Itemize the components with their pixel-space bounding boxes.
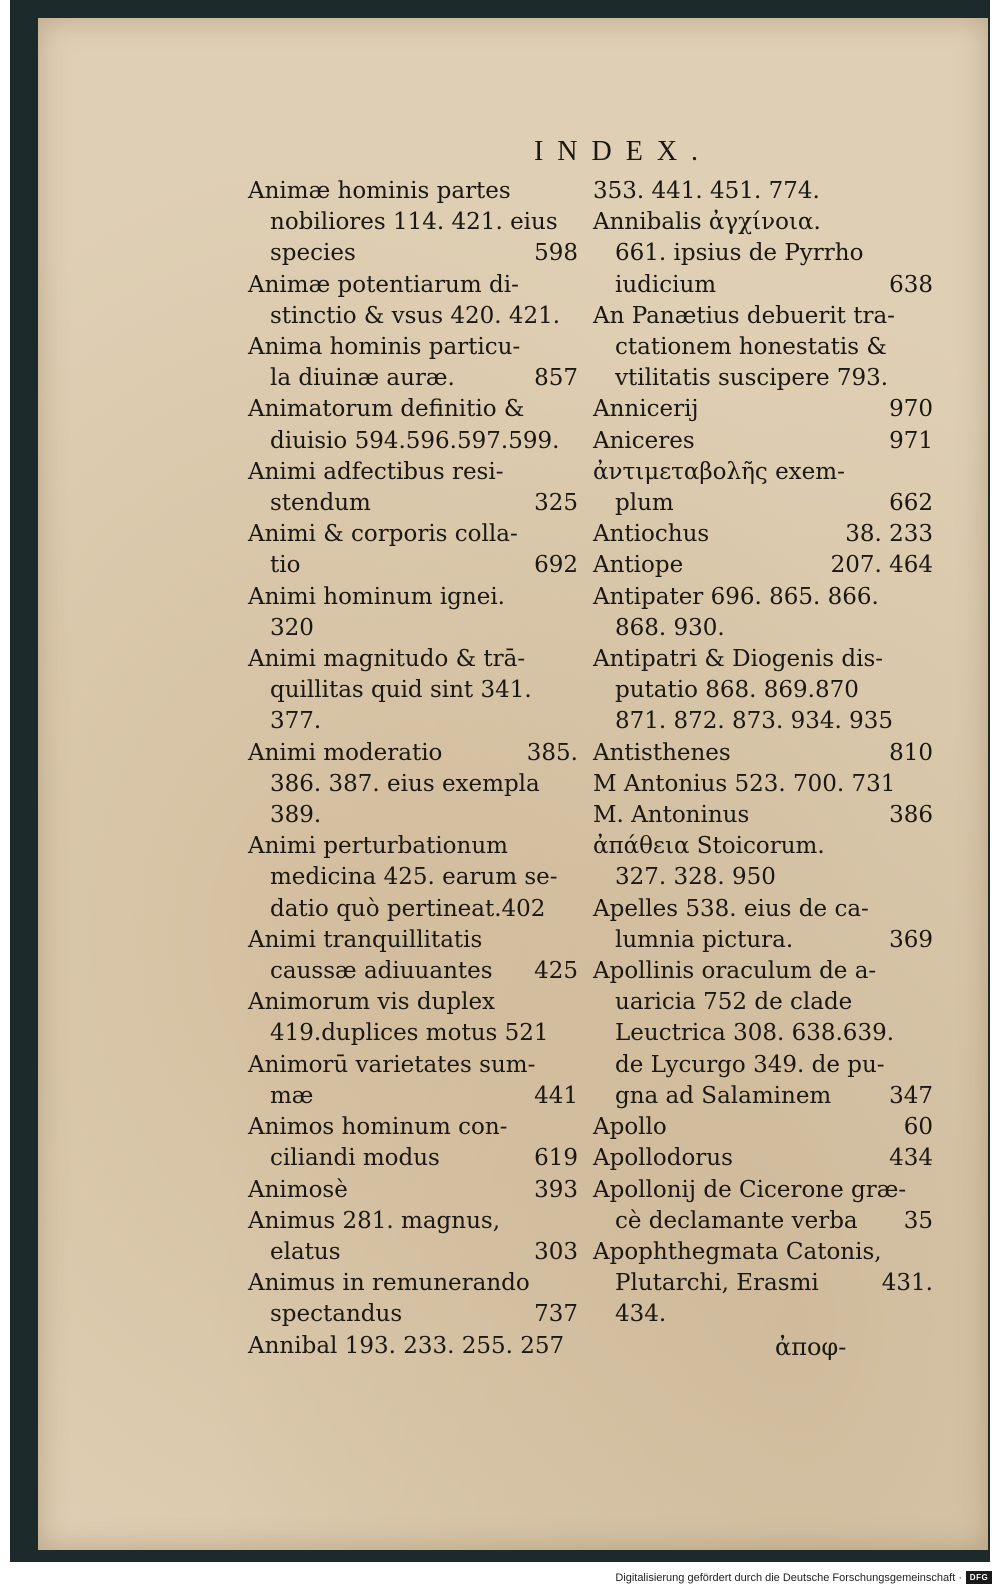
index-line	[593, 519, 933, 550]
index-line	[593, 925, 933, 956]
index-line	[593, 644, 933, 675]
index-entry	[593, 1143, 933, 1174]
index-line	[593, 363, 933, 394]
index-entry	[248, 457, 578, 519]
index-line-text: Antipatri & Diogenis dis-	[593, 646, 884, 673]
index-entry	[593, 457, 933, 519]
index-line-text: Animi & corporis colla-	[248, 521, 518, 548]
index-page-number: 857	[534, 365, 578, 392]
index-line-text: 871. 872. 873. 934. 935	[615, 708, 893, 735]
index-line	[593, 1081, 933, 1112]
index-line	[593, 488, 933, 519]
index-line	[593, 270, 933, 301]
index-line	[593, 1299, 933, 1330]
index-line	[593, 394, 933, 425]
index-entry	[593, 394, 933, 425]
index-entry	[248, 1268, 578, 1330]
index-entry	[248, 738, 578, 832]
index-entry	[248, 1175, 578, 1206]
index-line	[248, 831, 578, 862]
index-line-text: Antipater 696. 865. 866.	[593, 583, 879, 610]
index-line	[593, 1175, 933, 1206]
index-line	[248, 426, 578, 457]
index-page-number: 441	[534, 1082, 578, 1109]
index-line-text: 389.	[270, 802, 322, 829]
index-line-text: stinctio & vsus 420. 421.	[270, 302, 561, 329]
index-entry	[593, 207, 933, 301]
index-entry	[248, 582, 578, 644]
index-page-number: 385.	[526, 739, 578, 766]
index-line	[248, 363, 578, 394]
index-entry	[593, 800, 933, 831]
index-line-text: M. Antoninus	[593, 802, 750, 829]
index-page-number: 38. 233	[845, 521, 933, 548]
index-line	[593, 800, 933, 831]
index-line	[248, 1175, 578, 1206]
index-line-text: Apophthegmata Catonis,	[593, 1238, 882, 1265]
index-line	[248, 894, 578, 925]
index-line-text: ciliandi modus	[270, 1145, 440, 1172]
index-line	[248, 613, 578, 644]
index-line	[248, 800, 578, 831]
index-line-text: lumnia pictura.	[615, 926, 794, 953]
index-entry	[593, 519, 933, 550]
index-entry	[248, 644, 578, 738]
index-entry	[593, 1237, 933, 1331]
index-line	[593, 301, 933, 332]
index-line	[248, 1081, 578, 1112]
index-page-number: 303	[534, 1238, 578, 1265]
index-line-text: Animosè	[248, 1176, 348, 1203]
index-page-number: 971	[889, 427, 933, 454]
index-line-text: Animus in remunerando	[248, 1270, 530, 1297]
index-line-text: Animi perturbationum	[248, 833, 508, 860]
index-line	[248, 519, 578, 550]
index-line	[593, 1237, 933, 1268]
index-line-text: Apollodorus	[593, 1145, 733, 1172]
index-entry	[248, 831, 578, 925]
index-line	[593, 332, 933, 363]
index-line	[593, 457, 933, 488]
index-entry	[248, 1050, 578, 1112]
index-line-text: Aniceres	[593, 427, 695, 454]
footer-bar	[0, 1566, 1000, 1590]
index-entry	[593, 550, 933, 581]
index-line	[248, 956, 578, 987]
index-entry	[248, 519, 578, 581]
index-line	[248, 862, 578, 893]
index-page-number: 369	[889, 926, 933, 953]
index-line	[593, 1112, 933, 1143]
index-line-text: Animos hominum con-	[248, 1114, 508, 1141]
index-line-text: Annibal 193. 233. 255. 257	[248, 1332, 565, 1359]
index-line-text: Animi magnitudo & trā-	[248, 646, 526, 673]
index-line	[593, 738, 933, 769]
index-entry	[248, 1206, 578, 1268]
index-line	[248, 270, 578, 301]
index-line-text: diuisio 594.596.597.599.	[270, 427, 560, 454]
index-line-text: cè declamante verba	[615, 1207, 858, 1234]
index-line	[593, 582, 933, 613]
index-line	[248, 769, 578, 800]
index-entry	[248, 176, 578, 270]
index-line-text: Annicerij	[593, 396, 699, 423]
index-entry	[593, 894, 933, 956]
index-line	[248, 1050, 578, 1081]
index-line	[248, 1237, 578, 1268]
index-entry	[248, 270, 578, 332]
index-line-text: 353. 441. 451. 774.	[593, 178, 820, 204]
index-line-text: Animus 281. magnus,	[248, 1207, 501, 1234]
index-page-number: 35	[903, 1207, 933, 1234]
index-line-text: elatus	[270, 1238, 341, 1265]
index-line-text: Animi hominum ignei.	[248, 583, 505, 610]
index-line	[248, 987, 578, 1018]
index-page-number: 386	[889, 802, 933, 829]
index-line	[593, 675, 933, 706]
index-line	[248, 1299, 578, 1330]
index-line-text: putatio 868. 869.870	[615, 677, 859, 704]
index-line-text: plum	[615, 490, 674, 517]
index-line-text: Animorū varietates sum-	[248, 1051, 536, 1078]
index-line-text: iudicium	[615, 271, 717, 298]
index-line-text: Leuctrica 308. 638.639.	[615, 1020, 895, 1047]
index-entry	[593, 769, 933, 800]
index-line-text: datio quò pertineat.402	[270, 895, 546, 922]
index-line-text: Antiochus	[593, 521, 710, 548]
index-entry	[593, 426, 933, 457]
index-page-number: 619	[534, 1145, 578, 1172]
index-page-number: 970	[889, 396, 933, 423]
index-entry	[593, 644, 933, 738]
index-line-text: Animi tranquillitatis	[248, 926, 483, 953]
index-entry	[248, 394, 578, 456]
index-line	[248, 738, 578, 769]
index-line	[248, 1143, 578, 1174]
index-line-text: Plutarchi, Erasmi	[615, 1270, 819, 1297]
index-line-text: Antisthenes	[593, 739, 731, 766]
index-line-text: la diuinæ auræ.	[270, 365, 455, 392]
index-line	[248, 582, 578, 613]
index-page-number: 425	[534, 958, 578, 985]
index-line	[593, 894, 933, 925]
index-line-text: nobiliores 114. 421. eius	[270, 209, 558, 236]
index-line	[593, 987, 933, 1018]
index-line-text: mæ	[270, 1082, 314, 1109]
index-line-text: 386. 387. eius exempla	[270, 770, 540, 797]
index-page-number: 393	[534, 1176, 578, 1203]
index-line-text: spectandus	[270, 1301, 403, 1328]
index-line	[593, 1206, 933, 1237]
index-page-number: 431.	[881, 1270, 933, 1297]
index-page-number: 60	[903, 1114, 933, 1141]
index-column-right	[593, 176, 933, 1331]
index-line-text: ctationem honestatis &	[615, 334, 887, 361]
index-line	[248, 238, 578, 269]
index-line-text: 661. ipsius de Pyrrho	[615, 240, 864, 267]
index-line	[248, 332, 578, 363]
index-entry	[593, 831, 933, 893]
book-page	[38, 18, 988, 1550]
index-line	[593, 426, 933, 457]
index-line-text: uaricia 752 de clade	[615, 989, 853, 1016]
index-entry	[248, 332, 578, 394]
index-line-text: species	[270, 240, 356, 267]
index-entry	[593, 1112, 933, 1143]
index-line	[593, 550, 933, 581]
index-line-text: Animatorum definitio &	[248, 396, 525, 423]
index-entry	[593, 301, 933, 395]
index-line-text: 327. 328. 950	[615, 864, 776, 891]
index-line-text: Apollo	[593, 1114, 667, 1141]
index-line	[248, 176, 578, 207]
index-page-number: 662	[889, 490, 933, 517]
index-line-text: Apollinis oraculum de a-	[593, 958, 877, 985]
index-line	[248, 1206, 578, 1237]
index-entry	[593, 582, 933, 644]
index-page-number: 434	[889, 1145, 933, 1172]
index-page-number: 692	[534, 552, 578, 579]
index-line-text: Apelles 538. eius de ca-	[593, 895, 869, 922]
index-line-text: tio	[270, 552, 301, 579]
index-line-text: stendum	[270, 490, 371, 517]
index-line	[248, 1331, 578, 1362]
index-line	[248, 1268, 578, 1299]
index-line-text: gna ad Salaminem	[615, 1082, 832, 1109]
index-line	[248, 1018, 578, 1049]
index-entry	[248, 1112, 578, 1174]
index-page-number: 737	[534, 1301, 578, 1328]
index-line-text: ἀπάθεια Stoicorum.	[593, 833, 825, 860]
index-line-text: Animi adfectibus resi-	[248, 458, 504, 485]
index-line-text: Animi moderatio	[248, 739, 443, 766]
index-line-text: 320	[270, 614, 314, 641]
dfg-logo-icon: DFG	[966, 1571, 992, 1584]
index-line	[593, 207, 933, 238]
index-line	[593, 1050, 933, 1081]
index-line-text: Annibalis ἀγχίνοια.	[593, 209, 821, 236]
index-line	[248, 488, 578, 519]
index-page-number: 207. 464	[830, 552, 933, 579]
index-line	[248, 207, 578, 238]
index-line-text: ἀντιμεταβολῆς exem-	[593, 458, 845, 485]
index-entry	[593, 956, 933, 1112]
index-line-text: M Antonius 523. 700. 731	[593, 770, 896, 797]
index-entry	[593, 1175, 933, 1237]
index-line-text: 434.	[615, 1301, 667, 1328]
index-line	[593, 613, 933, 644]
index-line	[593, 831, 933, 862]
index-line	[248, 301, 578, 332]
index-line	[248, 675, 578, 706]
index-line-text: Animorum vis duplex	[248, 989, 496, 1016]
index-line	[593, 1018, 933, 1049]
index-entry	[248, 1331, 578, 1362]
running-head: INDEX.	[533, 136, 713, 167]
index-line-text: caussæ adiuuantes	[270, 958, 493, 985]
footer-credit: Digitalisierung gefördert durch die Deutsche Forschungsgemeinschaft ·	[615, 1572, 962, 1584]
index-line	[248, 550, 578, 581]
index-entry	[593, 738, 933, 769]
index-page-number: 598	[534, 240, 578, 267]
index-column-left	[248, 176, 578, 1362]
index-line-text: de Lycurgo 349. de pu-	[615, 1051, 885, 1078]
index-line-text: Antiope	[593, 552, 684, 579]
index-line	[248, 1112, 578, 1143]
index-page-number: 810	[889, 739, 933, 766]
index-page-number: 347	[889, 1082, 933, 1109]
index-line	[593, 1143, 933, 1174]
catchword: ἀποφ-	[775, 1333, 847, 1361]
index-line-text: medicina 425. earum se-	[270, 864, 558, 891]
index-entry	[248, 925, 578, 987]
index-line-text: Animæ potentiarum di-	[248, 271, 519, 298]
index-entry	[593, 176, 933, 207]
index-page-number: 638	[889, 271, 933, 298]
index-line	[248, 925, 578, 956]
index-line	[248, 644, 578, 675]
index-line-text: 377.	[270, 708, 322, 735]
index-line	[248, 457, 578, 488]
index-line	[593, 176, 933, 207]
index-line-text: vtilitatis suscipere 793.	[615, 365, 889, 392]
index-line	[593, 956, 933, 987]
index-line-text: quillitas quid sint 341.	[270, 677, 532, 704]
index-line-text: An Panætius debuerit tra-	[593, 302, 895, 329]
index-page-number: 325	[534, 490, 578, 517]
index-line	[593, 769, 933, 800]
book-spine-background	[10, 0, 990, 1562]
index-line	[248, 394, 578, 425]
index-line	[593, 1268, 933, 1299]
index-line-text: Apollonij de Cicerone græ-	[593, 1176, 907, 1203]
index-line-text: Anima hominis particu-	[248, 334, 521, 361]
index-line	[593, 862, 933, 893]
index-entry	[248, 987, 578, 1049]
index-line	[593, 706, 933, 737]
index-line-text: 868. 930.	[615, 614, 725, 641]
index-line-text: Animæ hominis partes	[248, 178, 511, 204]
index-line-text: 419.duplices motus 521	[270, 1020, 549, 1047]
index-line	[593, 238, 933, 269]
index-line	[248, 706, 578, 737]
